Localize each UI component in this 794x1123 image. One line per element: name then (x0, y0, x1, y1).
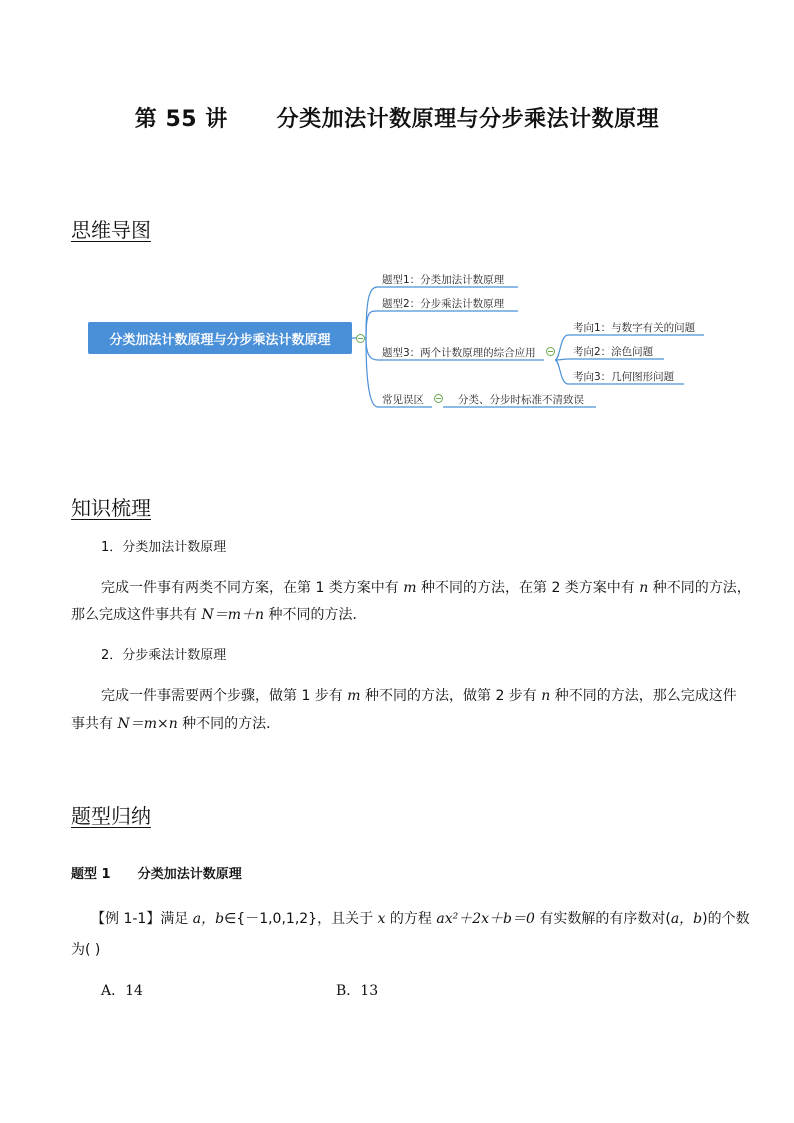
branch-connector-2 (366, 311, 378, 338)
mind-map-branch-2: 题型2：分步乘法计数原理 (382, 298, 505, 310)
mind-map-misconception: 分类、分步时标准不清致误 (458, 394, 584, 406)
sub-connector-1 (555, 335, 568, 360)
knowledge-item-1-line-1: 完成一件事有两类不同方案，在第 1 类方案中有 m 种不同的方法，在第 2 类方案中有 n 种不同的方法， (101, 580, 751, 596)
mind-map-sub-branch-2: 考向2：涂色问题 (573, 346, 654, 358)
document-title: 第 55 讲 分类加法计数原理与分步乘法计数原理 (134, 107, 660, 132)
mind-map-root: 分类加法计数原理与分步乘法计数原理 (88, 322, 352, 354)
mind-map (0, 255, 794, 425)
branch-connector-4 (366, 338, 378, 407)
example-line-1: 【例 1-1】满足 a，b∈{－1,0,1,2}，且关于 x 的方程 ax²＋2x＋b＝0 有实数解的有序数对(a，b)的个数 (91, 911, 750, 927)
mindmap-heading: 思维导图 (71, 218, 151, 242)
problem-type-heading: 题型 1 分类加法计数原理 (71, 867, 242, 882)
example-line-2: 为( ) (71, 942, 101, 958)
knowledge-item-2-line-1: 完成一件事需要两个步骤，做第 1 步有 m 种不同的方法，做第 2 步有 n 种不同的方法，那么完成这件 (101, 688, 737, 704)
sub-connector-3 (555, 360, 568, 384)
types-heading: 题型归纳 (71, 804, 151, 828)
mind-map-sub-branch-3: 考向3：几何图形问题 (573, 371, 675, 383)
knowledge-heading: 知识梳理 (71, 496, 151, 520)
collapse-icon[interactable] (356, 334, 365, 343)
branch-connector-1 (366, 287, 378, 338)
mind-map-sub-branch-1: 考向1：与数字有关的问题 (573, 322, 696, 334)
mind-map-branch-4: 常见误区 (382, 394, 424, 406)
knowledge-item-1-line-2: 那么完成这件事共有 N＝m＋n 种不同的方法． (71, 607, 367, 623)
knowledge-item-2-title: 2．分步乘法计数原理 (101, 648, 227, 663)
mind-map-branch-3: 题型3：两个计数原理的综合应用 (382, 347, 536, 359)
collapse-icon[interactable] (546, 347, 555, 356)
option-b: B．13 (336, 983, 379, 999)
mind-map-branch-1: 题型1：分类加法计数原理 (382, 274, 505, 286)
collapse-icon[interactable] (434, 394, 443, 403)
knowledge-item-2-line-2: 事共有 N＝m×n 种不同的方法． (71, 716, 281, 732)
branch-connector-3 (366, 338, 378, 360)
knowledge-item-1-title: 1．分类加法计数原理 (101, 540, 227, 555)
option-a: A．14 (101, 983, 143, 999)
